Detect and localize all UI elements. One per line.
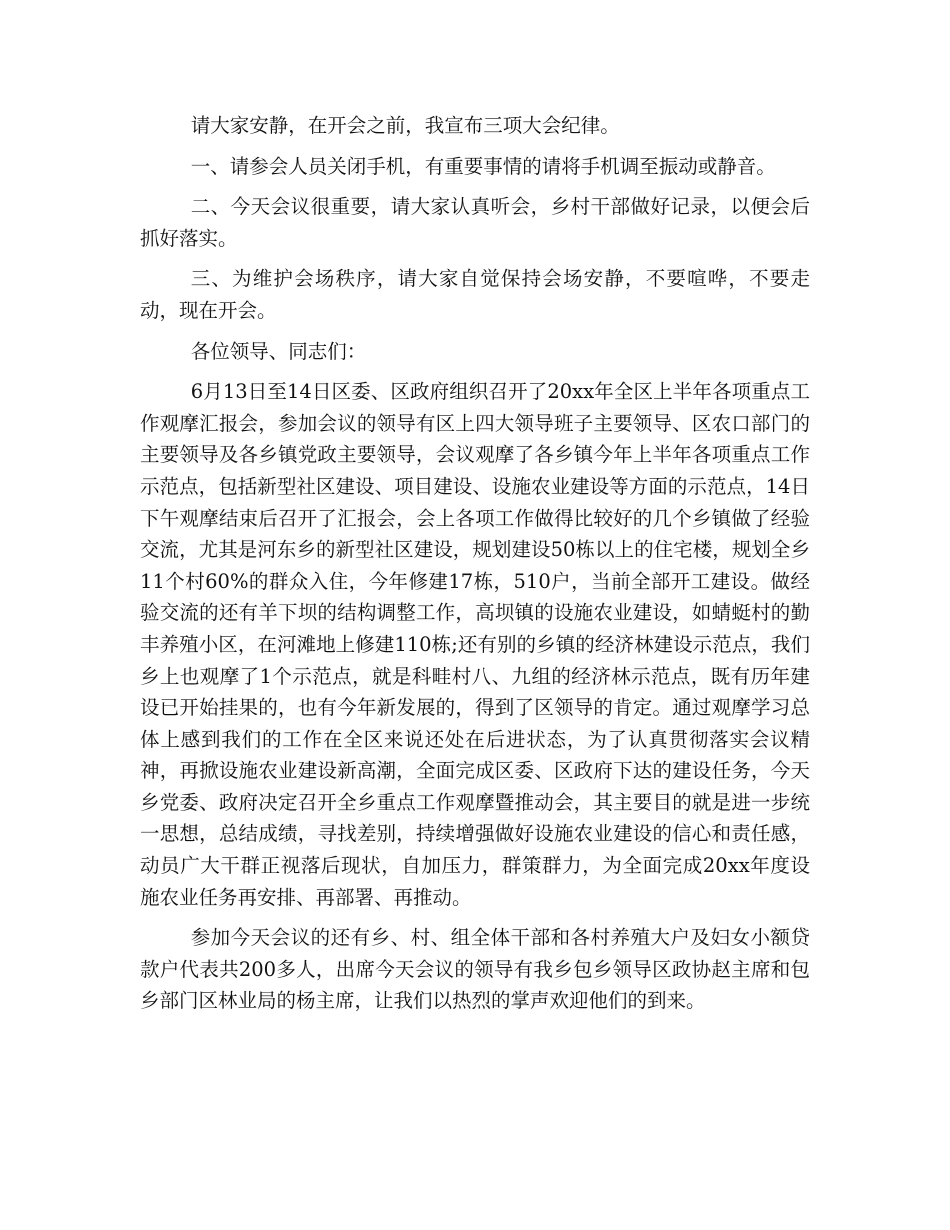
paragraph-rule-three: 三、为维护会场秩序，请大家自觉保持会场安静，不要喧哗，不要走动，现在开会。 — [140, 267, 810, 322]
paragraph-rule-two: 二、今天会议很重要，请大家认真听会，乡村干部做好记录，以便会后抓好落实。 — [140, 195, 810, 250]
paragraph-main-body: 6月13日至14日区委、区政府组织召开了20xx年全区上半年各项重点工作观摩汇报会，参加会议的领导有区上四大领导班子主要领导、区农口部门的主要领导及各乡镇党政主要领导，会议观摩了各乡镇今年上半年各项重点工作示范点，包括新型社区建设、项目建设、设施农业建设等方面的示范点，14日下午观摩结束后召开了汇报会，会上各项工作做得比较好的几个乡镇做了经验交流，尤其是河东乡的新型社区建设，规划建设50栋以上的住宅楼，规划全乡11个村60%的群众入住，今年修建17栋，510户，当前全部开工建设。做经验交流的还有羊下坝的结构调整工作，高坝镇的设施农业建设，如蜻蜓村的勤丰养殖小区，在河滩地上修建110栋;还有别的乡镇的经济林建设示范点，我们乡上也观摩了1个示范点，就是科畦村八、九组的经济林示范点，既有历年建设已开始挂果的，也有今年新发展的，得到了区领导的肯定。通过观摩学习总体上感到我们的工作在全区来说还处在后进状态，为了认真贯彻落实会议精神，再掀设施农业建设新高潮，全面完成区委、区政府下达的建设任务，今天乡党委、政府决定召开全乡重点工作观摩暨推动会，其主要目的就是进一步统一思想，总结成绩，寻找差别，持续增强做好设施农业建设的信心和责任感，动员广大干群正视落后现状，自加压力，群策群力，为全面完成20xx年度设施农业任务再安排、再部署、再推动。 — [140, 380, 810, 909]
paragraph-attendees: 参加今天会议的还有乡、村、组全体干部和各村养殖大户及妇女小额贷款户代表共200多人，出席今天会议的领导有我乡包乡领导区政协赵主席和包乡部门区林业局的杨主席，让我们以热烈的掌声欢迎他们的到来。 — [140, 926, 810, 1013]
paragraph-salutation: 各位领导、同志们： — [190, 339, 367, 363]
paragraph-rule-one: 一、请参会人员关闭手机，有重要事情的请将手机调至振动或静音。 — [190, 154, 776, 178]
document-body — [140, 110, 810, 1026]
paragraph-opening: 请大家安静，在开会之前，我宣布三项大会纪律。 — [190, 114, 620, 137]
